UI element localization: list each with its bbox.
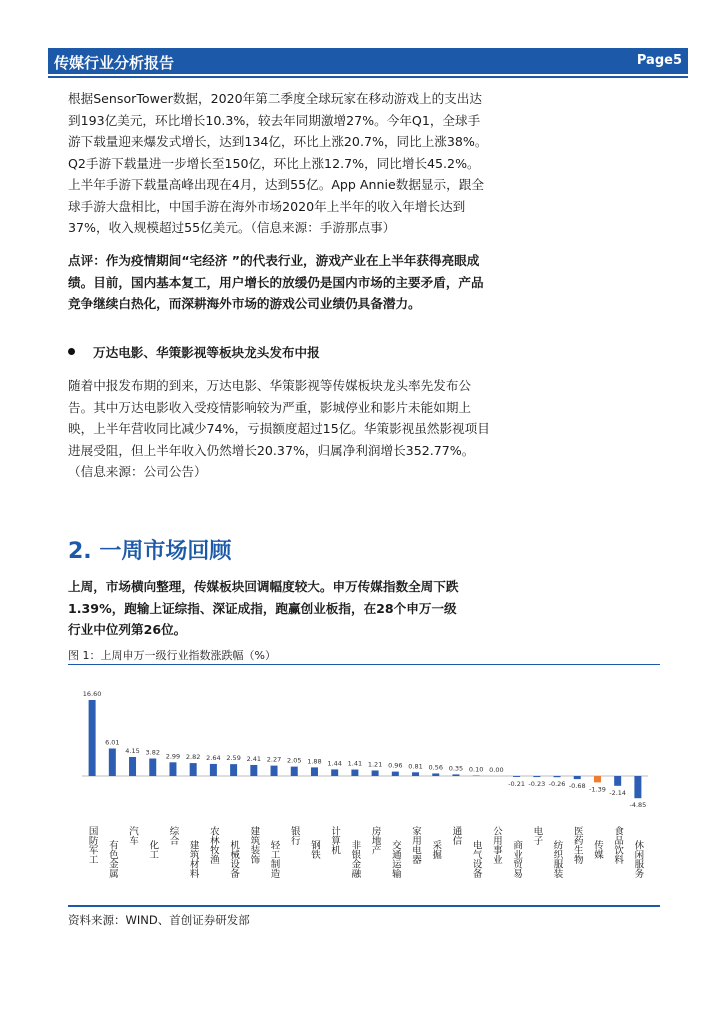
data-label-8: 2.41 <box>246 754 262 763</box>
category-label-19: 电气设备 <box>470 840 482 878</box>
category-label-21: 商业贸易 <box>511 840 523 878</box>
bar-8 <box>250 765 257 776</box>
data-label-17: 0.56 <box>428 763 443 772</box>
category-label-17: 采掘 <box>430 840 442 859</box>
bar-9 <box>271 766 278 776</box>
data-label-13: 1.41 <box>347 759 363 768</box>
bar-16 <box>412 772 419 776</box>
data-label-11: 1.88 <box>307 757 322 766</box>
paragraph-market-review: 上周，市场横向整理，传媒板块回调幅度较大。申万传媒指数全周下跌1.39%，跑输上证综指、深证成指，跑赢创业板指，在28个申万一级行业中位列第26位。 <box>68 579 459 637</box>
bar-6 <box>210 764 217 776</box>
bar-0 <box>89 700 96 776</box>
header-divider <box>48 76 688 78</box>
data-label-25: -1.39 <box>589 785 606 794</box>
bar-26 <box>614 776 621 786</box>
category-label-0: 国防军工 <box>86 826 98 864</box>
category-label-8: 建筑装饰 <box>248 826 260 864</box>
industry-returns-chart <box>68 668 660 900</box>
bar-14 <box>372 770 379 776</box>
data-label-0: 16.60 <box>82 690 102 698</box>
bar-15 <box>392 772 399 776</box>
category-label-9: 轻工制造 <box>268 840 280 878</box>
category-label-18: 通信 <box>450 826 462 845</box>
data-label-24: -0.68 <box>568 782 586 791</box>
category-label-4: 综合 <box>167 826 179 845</box>
section-title: 2. 一周市场回顾 <box>68 539 232 564</box>
category-label-24: 医药生物 <box>571 826 583 864</box>
data-label-18: 0.35 <box>448 764 464 773</box>
paragraph-mobile-games: 根据SensorTower数据，2020年第二季度全球玩家在移动游戏上的支出达到193亿美元，环比增长10.3%，较去年同期激增27%。今年Q1，全球手游下载量迎来爆发式增长，达到134亿，环比上涨20.7%，同比上涨38%。Q2手游下载量进一步增长至150亿，环比上涨12.7%，同比增长45.2%。上半年手游下载量高峰出现在4月，达到55亿。App Annie数据显示，跟全球手游大盘相比，中国手游在海外市场2020年上半年的收入年增长达到37%，收入规模超过55亿美元。（信息来源：手游那点事） <box>68 91 488 235</box>
bullet-heading-text: 万达电影、华策影视等板块龙头发布中报 <box>93 345 320 360</box>
bar-1 <box>109 748 116 776</box>
data-label-14: 1.21 <box>367 760 383 769</box>
data-label-2: 4.15 <box>125 747 140 755</box>
header-title: 传媒行业分析报告 <box>54 54 175 72</box>
report-header <box>48 48 688 74</box>
bar-23 <box>554 776 561 777</box>
bar-5 <box>190 763 197 776</box>
category-label-11: 钢铁 <box>308 840 320 859</box>
data-label-5: 2.82 <box>185 753 201 762</box>
data-label-10: 2.05 <box>287 756 302 765</box>
bar-22 <box>533 776 540 777</box>
bar-10 <box>291 767 298 776</box>
category-label-15: 交通运输 <box>389 840 401 878</box>
category-label-13: 非银金融 <box>349 840 361 878</box>
data-label-19: 0.10 <box>468 765 484 774</box>
category-label-22: 电子 <box>531 826 543 845</box>
bar-24 <box>574 776 581 779</box>
data-label-15: 0.96 <box>388 761 403 770</box>
bullet-dot-icon <box>68 348 75 355</box>
bar-21 <box>513 776 520 777</box>
data-label-7: 2.59 <box>226 754 241 763</box>
category-label-27: 休闲服务 <box>632 840 644 878</box>
bar-2 <box>129 757 136 776</box>
figure-source: 资料来源：WIND、首创证券研发部 <box>68 913 250 927</box>
data-label-26: -2.14 <box>609 788 627 797</box>
category-label-26: 食品饮料 <box>612 826 624 864</box>
category-label-5: 建筑材料 <box>187 840 199 878</box>
data-label-1: 6.01 <box>105 738 120 747</box>
category-label-6: 农林牧渔 <box>207 826 219 864</box>
data-label-21: -0.21 <box>508 779 526 788</box>
bar-4 <box>169 762 176 776</box>
paragraph-comment: 点评：作为疫情期间“宅经济 ”的代表行业，游戏产业在上半年获得亮眼成绩。目前，国内基本复工，用户增长的放缓仍是国内市场的主要矛盾，产品竞争继续白热化，而深耕海外市场的游戏公司业绩仍具备潜力。 <box>68 253 484 311</box>
category-label-7: 机械设备 <box>228 840 240 878</box>
bar-13 <box>351 770 358 776</box>
category-label-12: 计算机 <box>329 826 341 855</box>
bullet-heading <box>68 342 320 361</box>
category-label-23: 纺织服装 <box>551 840 563 878</box>
bar-7 <box>230 764 237 776</box>
category-label-3: 化工 <box>147 840 159 859</box>
data-label-12: 1.44 <box>327 759 342 768</box>
data-label-27: -4.85 <box>629 801 647 810</box>
category-label-16: 家用电器 <box>410 826 422 864</box>
data-label-22: -0.23 <box>528 780 546 789</box>
data-label-16: 0.81 <box>408 762 423 771</box>
data-label-4: 2.99 <box>165 752 181 761</box>
figure-top-divider <box>68 664 660 665</box>
category-label-25: 传媒 <box>591 840 603 859</box>
bar-3 <box>149 759 156 776</box>
data-label-6: 2.64 <box>206 753 221 762</box>
category-label-14: 房地产 <box>369 826 381 855</box>
data-label-20: 0.00 <box>489 766 504 774</box>
bar-17 <box>432 773 439 776</box>
data-label-23: -0.26 <box>548 780 566 789</box>
figure-bottom-divider <box>68 905 660 907</box>
figure-title: 图 1：上周申万一级行业指数涨跌幅（%） <box>68 649 276 662</box>
data-label-9: 2.27 <box>266 755 282 764</box>
bar-18 <box>452 774 459 776</box>
bar-12 <box>331 769 338 776</box>
category-label-2: 汽车 <box>127 826 139 845</box>
data-label-3: 3.82 <box>145 748 160 757</box>
paragraph-interim-reports: 随着中报发布期的到来，万达电影、华策影视等传媒板块龙头率先发布公告。其中万达电影收入受疫情影响较为严重，影城停业和影片未能如期上映，上半年营收同比减少74%，亏损额度超过15亿。华策影视虽然影视项目进展受阻，但上半年收入仍然增长20.37%，归属净利润增长352.77%。（信息来源：公司公告） <box>68 378 490 479</box>
category-label-1: 有色金属 <box>106 840 118 878</box>
bar-27 <box>634 776 641 798</box>
category-label-10: 银行 <box>288 826 300 845</box>
category-label-20: 公用事业 <box>490 826 502 864</box>
bar-11 <box>311 767 318 776</box>
page-number: Page5 <box>636 53 682 68</box>
bar-25 <box>594 776 601 782</box>
